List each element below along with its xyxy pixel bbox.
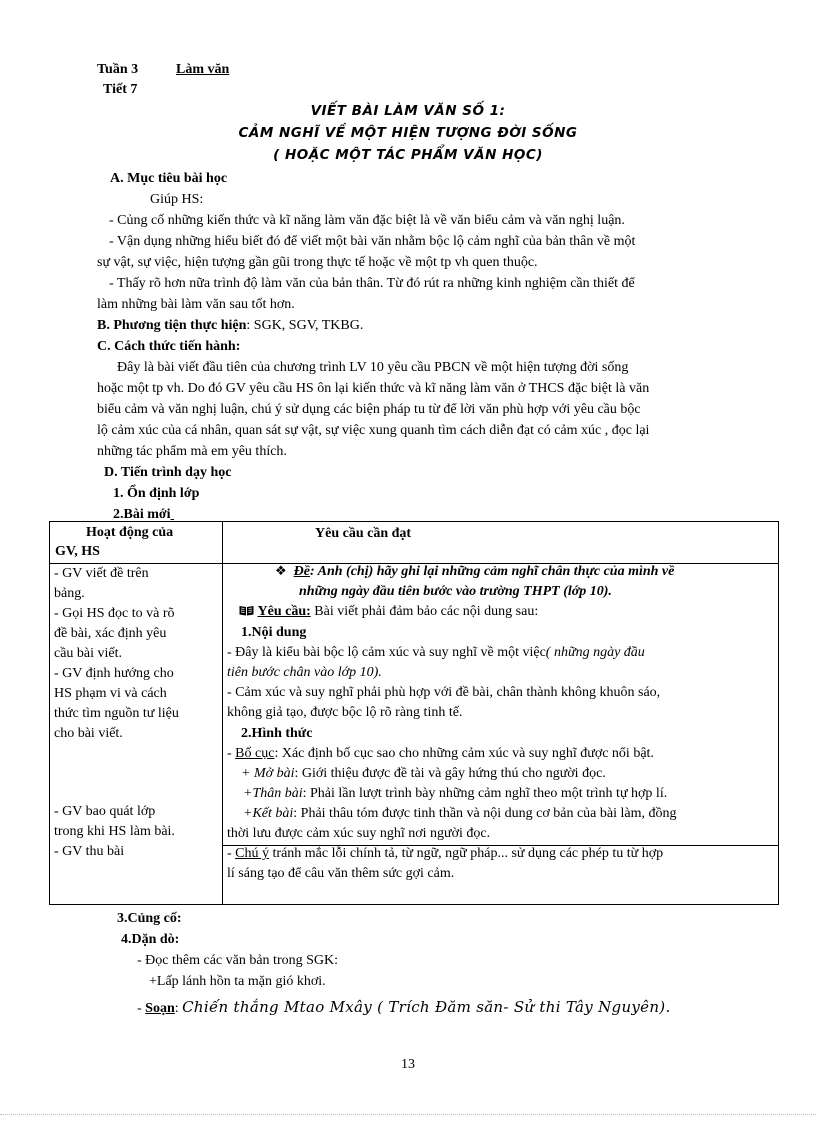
section-c-line-4: lộ cảm xúc của cá nhân, quan sát sự vật, sự việc xung quanh tìm cách diễn đạt có cảm xúc , đọc lại [97,423,650,438]
title-line-2: CẢM NGHĨ VỀ MỘT HIỆN TƯỢNG ĐỜI SỐNG [238,125,578,141]
section-d-heading: D. Tiến trình dạy học [104,465,232,480]
step-2: 2.Bài mới [113,507,171,522]
col1-header: Hoạt động của GV, HS [50,522,223,564]
diamond-bullet-icon: ❖ [275,564,287,579]
lesson-label: Tiết 7 [103,82,138,97]
section-a-line-5: làm những bài làm văn sau tốt hơn. [97,297,295,312]
section-a-heading: A. Mục tiêu bài học [110,171,228,186]
page-bottom-divider [0,1114,816,1115]
noi-dung-line-1: - Đây là kiểu bài bộc lộ cảm xúc và suy nghĩ về một việc( những ngày đầu [227,645,645,660]
step-1: 1. Ổn định lớp [113,486,200,501]
step-4: 4.Dặn dò: [121,932,180,947]
ket-bai-line-2: thời lưu được cảm xúc suy nghĩ nơi người đọc. [227,826,491,841]
chu-y-line-2: lí sáng tạo để câu văn thêm sức gợi cảm. [227,866,455,881]
hinh-thuc-heading: 2.Hình thức [241,726,313,741]
ket-bai-line: +Kết bài: Phải thâu tóm được tinh thần và nội dung cơ bản của bài làm, đồng [243,806,677,821]
section-c-line-2: hoặc một tp vh. Do đó GV yêu cầu HS ôn lại kiến thức và kĩ năng làm văn ở THCS đặc biệt là văn [97,381,650,396]
de-line-1: ❖ Đề: Anh (chị) hãy ghi lại những cảm nghĩ chân thực của mình về [275,564,675,579]
noi-dung-line-4: không giả tạo, được bộc lộ rõ ràng tinh tế. [227,705,463,720]
than-bai-line: +Thân bài: Phải lần lượt trình bày những cảm nghĩ theo một trình tự hợp lí. [243,786,668,801]
book-icon [239,605,254,616]
activity-table [49,521,779,905]
section-c-heading: C. Cách thức tiến hành: [97,339,241,354]
homework-soan: - Soạn: Chiến thắng Mtao Mxây ( Trích Đăm săn- Sử thi Tây Nguyên). [137,998,671,1016]
section-c-line-1: Đây là bài viết đầu tiên của chương trình LV 10 yêu cầu PBCN về một hiện tượng đời sống [117,360,629,375]
col2-header: Yêu cầu cần đạt [223,522,779,564]
section-a-line-4: - Thấy rõ hơn nữa trình độ làm văn của bản thân. Từ đó rút ra những kinh nghiệm cần thiết để [109,276,635,291]
handwritten-note: Chiến thắng Mtao Mxây ( Trích Đăm săn- Sử thi Tây Nguyên). [182,998,671,1016]
section-c-line-5: những tác phẩm mà em yêu thích. [97,444,287,459]
noi-dung-heading: 1.Nội dung [241,625,307,640]
yeu-cau-line: Yêu cầu: Bài viết phải đảm bảo các nội dung sau: [239,604,538,620]
section-b-text: : SGK, SGV, TKBG. [246,318,364,333]
de-line-2: những ngày đầu tiên bước vào trường THPT (lớp 10). [299,584,612,599]
noi-dung-line-2: tiên bước chân vào lớp 10). [227,665,382,680]
page-number: 13 [401,1057,415,1072]
section-a-line-3: sự vật, sự việc, hiện tượng gần gũi trong thực tế hoặc về một tp vh quen thuộc. [97,255,538,270]
section-a-line-2: - Vận dụng những hiểu biết đó để viết một bài văn nhằm bộc lộ cảm nghĩ của bản thân về một [109,234,636,249]
col1-body: - GV viết đề trên bảng. - Gọi HS đọc to và rõ đề bài, xác định yêu cầu bài viết. - GV định hướng cho HS phạm vi và cách thức tìm nguồn tư liệu cho bài viết. - GV bao quát lớp trong khi HS làm bài. - GV thu bài [50,564,223,905]
mo-bai-line: + Mở bài: Giới thiệu được đề tài và gây hứng thú cho người đọc. [241,766,606,781]
chu-y-line: - Chú ý tránh mắc lỗi chính tả, từ ngữ, ngữ pháp... sử dụng các phép tu từ hợp [227,846,664,861]
homework-line-2: +Lấp lánh hồn ta mặn gió khơi. [149,974,326,989]
col2-body [223,564,779,905]
section-b [97,318,363,334]
noi-dung-line-3: - Cảm xúc và suy nghĩ phải phù hợp với đề bài, chân thành không khuôn sáo, [227,685,661,700]
title-line-1: VIẾT BÀI LÀM VĂN SỐ 1: [310,103,506,119]
section-c-line-3: biểu cảm và văn nghị luận, chú ý sử dụng các biện pháp tu từ để lời văn phù hợp với yêu cầu bộc [97,402,641,417]
title-line-3: ( HOẶC MỘT TÁC PHẨM VĂN HỌC) [273,147,543,163]
step-3: 3.Củng cố: [117,911,182,926]
chu-y-divider [223,845,778,846]
homework-line-1: - Đọc thêm các văn bản trong SGK: [137,953,338,968]
section-a-intro: Giúp HS: [150,192,204,207]
week-label: Tuần 3 [97,62,139,77]
bo-cuc-line: - Bố cục: Xác định bố cục sao cho những cảm xúc và suy nghĩ được nổi bật. [227,746,654,761]
section-b-heading: B. Phương tiện thực hiện [97,318,247,333]
section-a-line-1: - Củng cố những kiến thức và kĩ năng làm văn đặc biệt là về văn biểu cảm và văn nghị luận. [109,213,625,228]
subject-label: Làm văn [176,62,230,77]
